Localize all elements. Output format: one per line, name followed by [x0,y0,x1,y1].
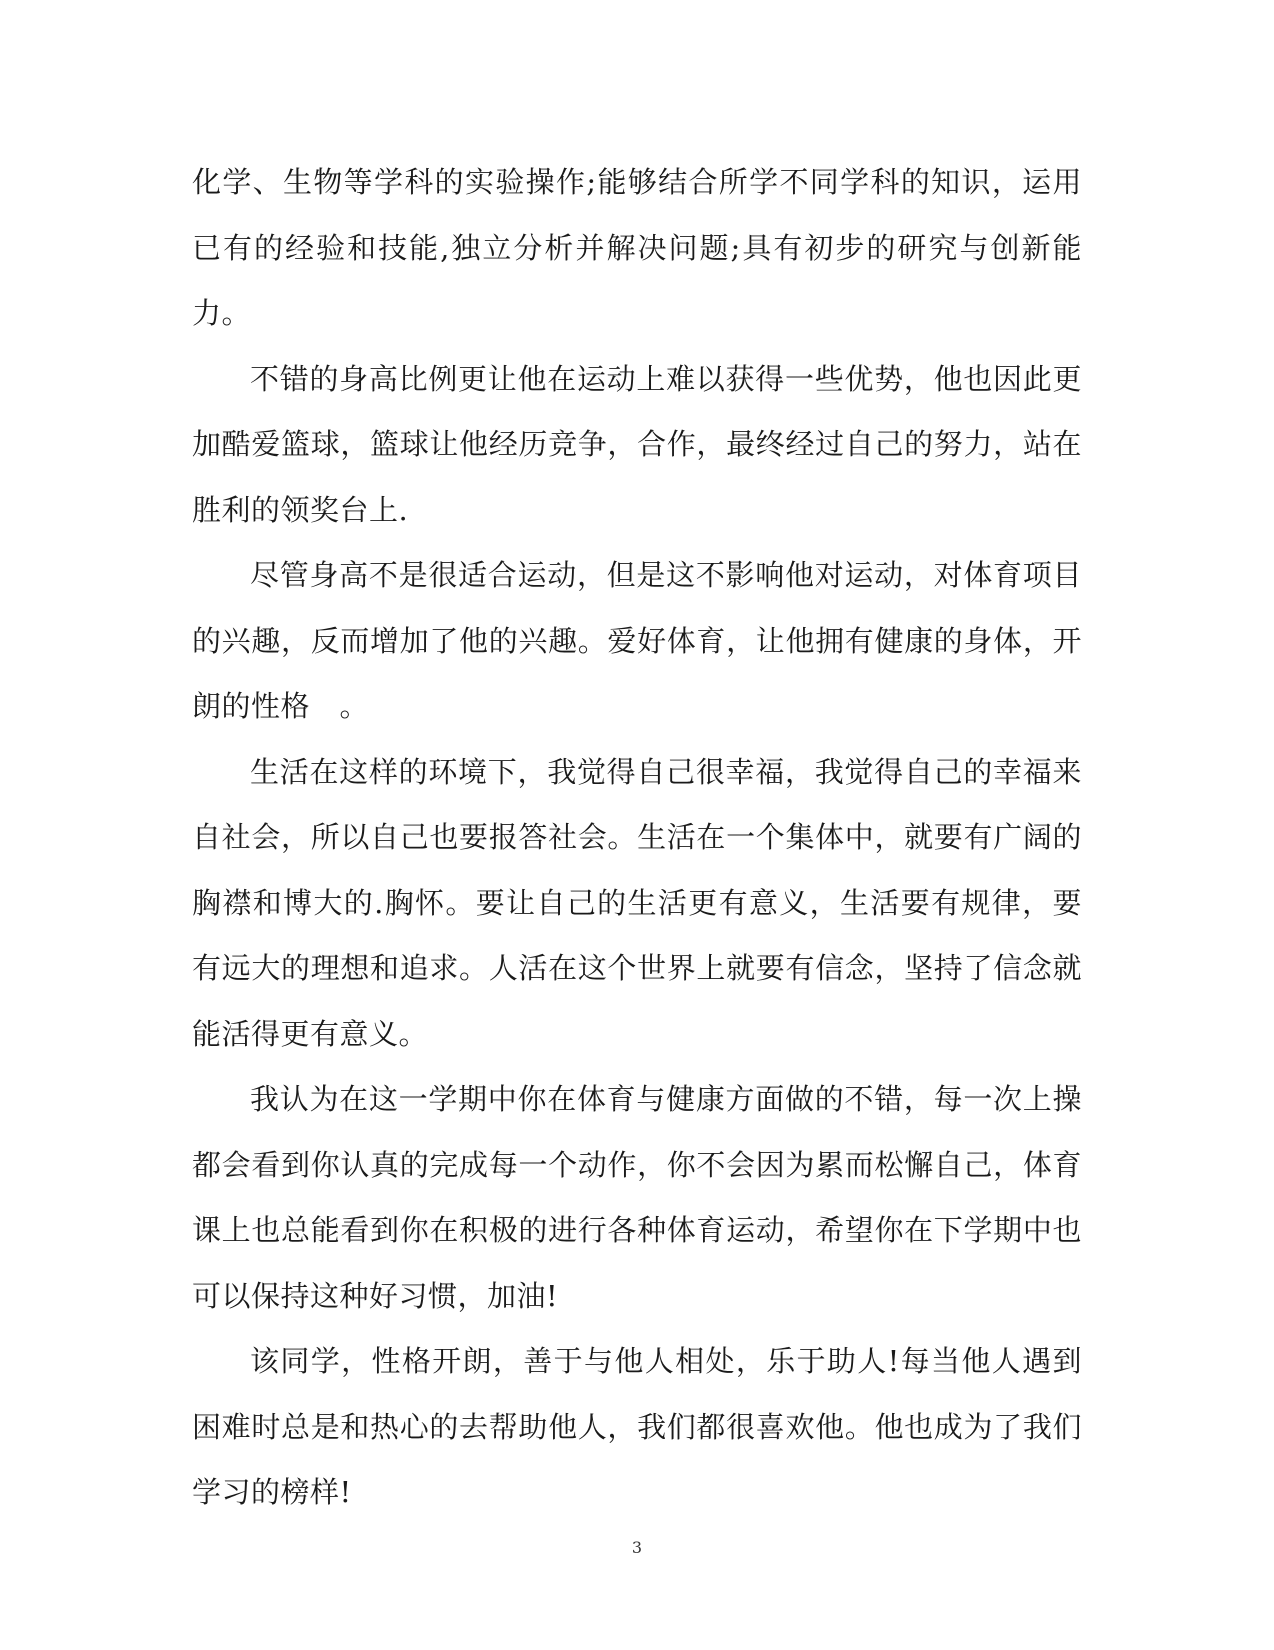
paragraph-5: 我认为在这一学期中你在体育与健康方面做的不错，每一次上操都会看到你认真的完成每一个动作，你不会因为累而松懈自己，体育课上也总能看到你在积极的进行各种体育运动，希望你在下学期中也可以保持这种好习惯，加油! [192,1082,1082,1313]
document-body [192,150,1082,1526]
paragraph-6: 该同学，性格开朗，善于与他人相处，乐于助人!每当他人遇到困难时总是和热心的去帮助他人，我们都很喜欢他。他也成为了我们学习的榜样! [192,1344,1082,1509]
paragraph-2: 不错的身高比例更让他在运动上难以获得一些优势，他也因此更加酷爱篮球，篮球让他经历竞争，合作，最终经过自己的努力，站在胜利的领奖台上. [192,361,1082,527]
paragraph-3: 尽管身高不是很适合运动，但是这不影响他对运动，对体育项目的兴趣，反而增加了他的兴趣。爱好体育，让他拥有健康的身体，开朗的性格 。 [192,558,1082,723]
paragraph-4: 生活在这样的环境下，我觉得自己很幸福，我觉得自己的幸福来自社会，所以自己也要报答社会。生活在一个集体中，就要有广阔的胸襟和博大的.胸怀。要让自己的生活更有意义，生活要有规律，要有远大的理想和追求。人活在这个世界上就要有信念，坚持了信念就能活得更有意义。 [192,754,1082,1051]
paragraph-1: 化学、生物等学科的实验操作;能够结合所学不同学科的知识，运用已有的经验和技能,独立分析并解决问题;具有初步的研究与创新能力。 [192,165,1082,330]
page-number: 3 [631,1538,643,1557]
